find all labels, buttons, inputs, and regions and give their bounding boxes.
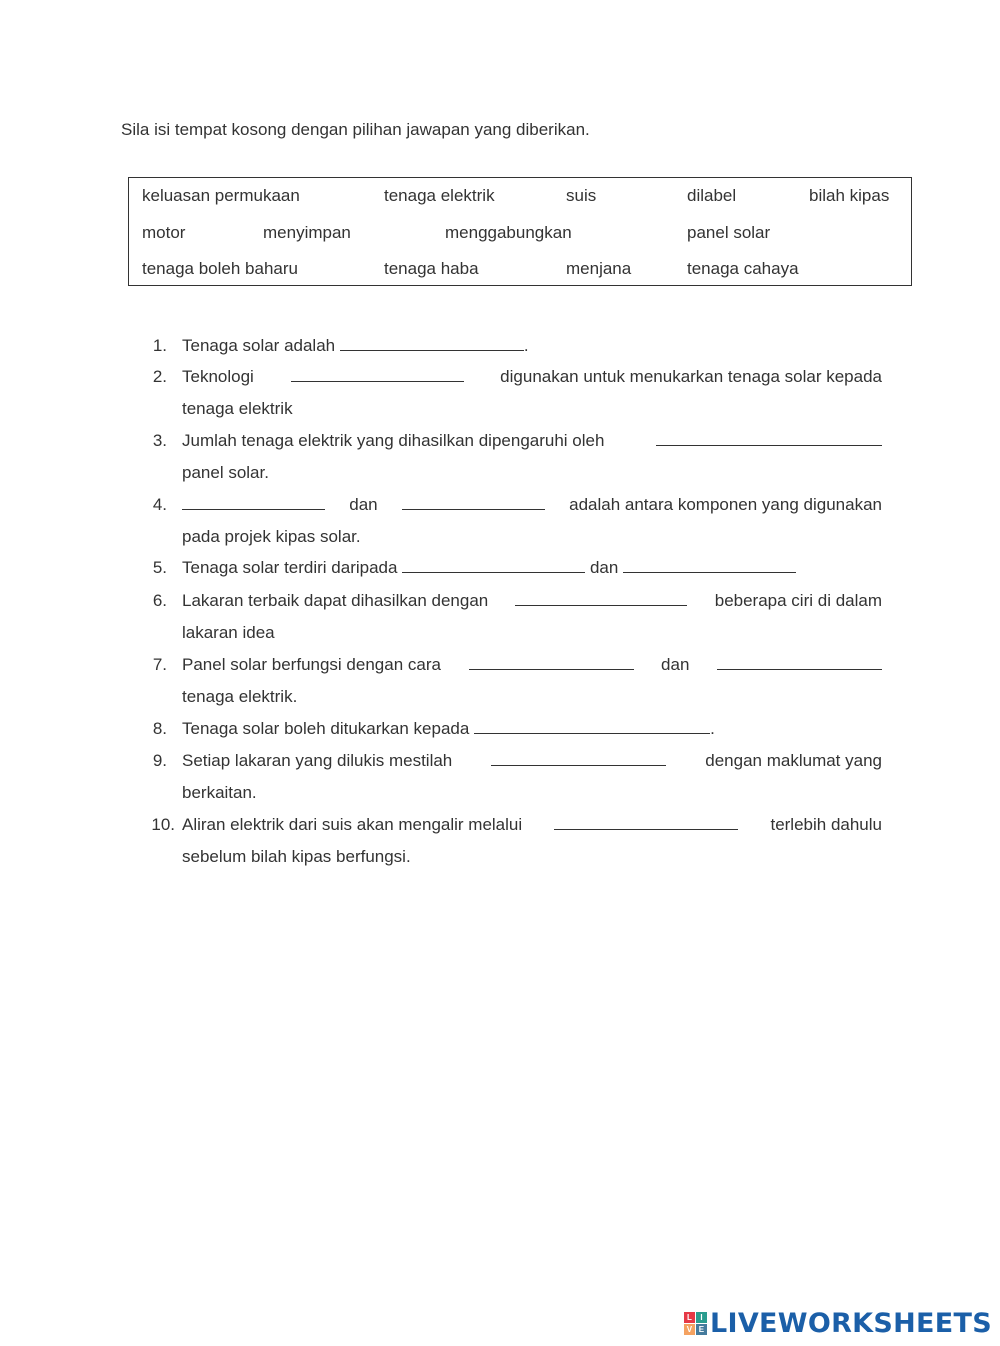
word-bank-item: menyimpan: [263, 223, 351, 242]
word-bank-item: menggabungkan: [445, 223, 572, 242]
question-text: berkaitan.: [182, 783, 257, 802]
question-7-cont: [182, 687, 882, 707]
answer-blank[interactable]: [623, 558, 796, 573]
question-number: 1.: [152, 336, 167, 355]
question-5: [182, 558, 882, 578]
question-10-cont: [182, 847, 882, 867]
question-10: [182, 815, 882, 835]
question-text: dan: [661, 655, 690, 674]
question-6: [182, 591, 882, 611]
question-text: dan: [349, 495, 378, 514]
answer-blank[interactable]: [402, 558, 585, 573]
question-text: Tenaga solar terdiri daripada: [182, 558, 398, 577]
question-text: Aliran elektrik dari suis akan mengalir melalui: [182, 815, 523, 834]
question-2-cont: [182, 399, 882, 419]
question-text: sebelum bilah kipas berfungsi.: [182, 847, 411, 866]
question-text: Tenaga solar adalah: [182, 336, 336, 355]
word-bank-item: motor: [142, 223, 186, 242]
question-number: 2.: [152, 367, 167, 386]
answer-blank[interactable]: [656, 431, 882, 446]
question-3-cont: [182, 463, 882, 483]
answer-blank[interactable]: [291, 367, 464, 382]
word-bank-item: menjana: [566, 259, 632, 278]
question-6-cont: [182, 623, 882, 643]
question-text: tenaga elektrik: [182, 399, 293, 418]
word-bank-item: panel solar: [687, 223, 771, 242]
liveworksheets-brand: [684, 1308, 992, 1338]
answer-blank[interactable]: [340, 336, 524, 351]
question-8: [182, 719, 882, 739]
question-text: Lakaran terbaik dapat dihasilkan dengan: [182, 591, 489, 610]
brand-text: LIVEWORKSHEETS: [709, 1307, 992, 1339]
question-text: Teknologi: [182, 367, 254, 386]
question-text: tenaga elektrik.: [182, 687, 298, 706]
answer-blank[interactable]: [402, 495, 545, 510]
question-text: digunakan untuk menukarkan tenaga solar kepada: [500, 367, 882, 386]
question-text: adalah antara komponen yang digunakan: [569, 495, 882, 514]
question-text: Panel solar berfungsi dengan cara: [182, 655, 441, 674]
question-number: 6.: [152, 591, 167, 610]
question-text: Tenaga solar boleh ditukarkan kepada: [182, 719, 470, 738]
question-3: [182, 431, 882, 451]
question-text: Jumlah tenaga elektrik yang dihasilkan dipengaruhi oleh: [182, 431, 605, 450]
question-text: Setiap lakaran yang dilukis mestilah: [182, 751, 453, 770]
answer-blank[interactable]: [469, 655, 634, 670]
question-number: 3.: [152, 431, 167, 450]
word-bank-item: suis: [566, 186, 597, 205]
question-9: [182, 751, 882, 771]
question-9-cont: [182, 783, 882, 803]
question-1: [182, 336, 882, 356]
question-number: 7.: [152, 655, 167, 674]
question-text: lakaran idea: [182, 623, 275, 642]
question-4-cont: [182, 527, 882, 547]
question-7: [182, 655, 882, 675]
logo-letter: L: [684, 1312, 695, 1323]
question-text: pada projek kipas solar.: [182, 527, 361, 546]
question-text: beberapa ciri di dalam: [714, 591, 882, 610]
word-bank-item: dilabel: [687, 186, 737, 205]
logo-letter: V: [684, 1324, 695, 1335]
liveworksheets-logo-icon: [684, 1312, 707, 1335]
logo-letter: I: [696, 1312, 707, 1323]
answer-blank[interactable]: [491, 751, 666, 766]
question-text: dan: [589, 558, 619, 577]
question-text: terlebih dahulu: [770, 815, 882, 834]
question-number: 9.: [152, 751, 167, 770]
answer-blank[interactable]: [515, 591, 687, 606]
word-bank-item: tenaga cahaya: [687, 259, 799, 278]
word-bank-item: keluasan permukaan: [142, 186, 300, 205]
word-bank-item: tenaga haba: [384, 259, 479, 278]
word-bank-item: tenaga elektrik: [384, 186, 495, 205]
question-text: .: [523, 336, 529, 355]
word-bank-item: bilah kipas: [809, 186, 890, 205]
answer-blank[interactable]: [474, 719, 710, 734]
question-number: 5.: [152, 558, 167, 577]
word-bank-item: tenaga boleh baharu: [142, 259, 298, 278]
question-text: .: [710, 719, 715, 738]
answer-blank[interactable]: [717, 655, 882, 670]
question-text: dengan maklumat yang: [705, 751, 882, 770]
instruction-text: Sila isi tempat kosong dengan pilihan jawapan yang diberikan.: [121, 120, 590, 139]
question-4: [182, 495, 882, 515]
question-number: 8.: [152, 719, 167, 738]
logo-letter: E: [696, 1324, 707, 1335]
answer-blank[interactable]: [182, 495, 325, 510]
question-2: [182, 367, 882, 387]
answer-blank[interactable]: [554, 815, 738, 830]
question-text: panel solar.: [182, 463, 269, 482]
question-number: 10.: [151, 815, 175, 834]
question-number: 4.: [152, 495, 167, 514]
